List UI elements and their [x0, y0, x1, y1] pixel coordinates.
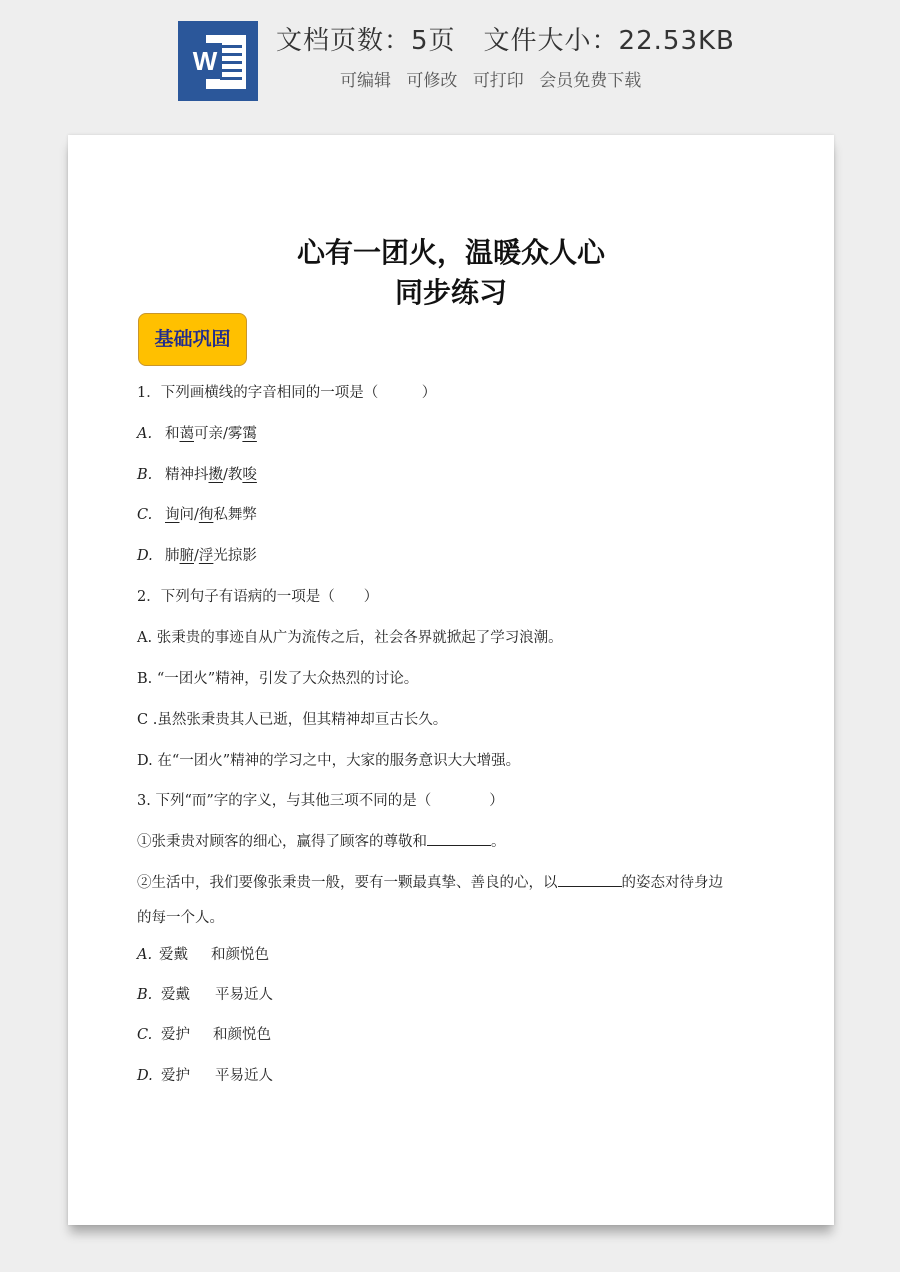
fill-blank [427, 833, 491, 846]
option-text: 可亲/雾 [194, 426, 243, 442]
q3-option-b [137, 983, 273, 1004]
q3-option-c [137, 1023, 271, 1044]
underlined-char: 唆 [242, 467, 257, 483]
feature-member-free: 会员免费下载 [539, 71, 642, 91]
download-header [0, 0, 900, 120]
option-label: A. [137, 947, 153, 963]
option-text: 光掠影 [213, 548, 257, 564]
option-text: 问/ [179, 507, 199, 523]
q2-option-a: A. 张秉贵的事迹自从广为流传之后，社会各界就掀起了学习浪潮。 [137, 630, 563, 646]
option-label: C. [137, 1027, 153, 1043]
feature-list [340, 66, 651, 91]
underlined-char: 徇 [198, 507, 214, 523]
q1-option-a [137, 422, 257, 443]
document-subtitle: 同步练习 [394, 276, 507, 309]
q2-option-c: C .虽然张秉贵其人已逝，但其精神却亘古长久。 [137, 712, 448, 728]
option-label: D. [137, 548, 153, 564]
option-label: B. [137, 467, 153, 483]
option-text: 私舞弊 [213, 507, 257, 523]
option-word: 平易近人 [215, 1068, 273, 1084]
q2-option-d: D. 在“一团火”精神的学习之中，大家的服务意识大大增强。 [137, 753, 521, 769]
option-text: 肺 [165, 548, 180, 564]
q2-option-b: B. “一团火”精神，引发了大众热烈的讨论。 [137, 671, 419, 687]
q1-option-b [137, 463, 257, 484]
option-word: 爱护 [161, 1068, 190, 1084]
document-title: 心有一团火，温暖众人心 [296, 236, 605, 269]
feature-modifiable: 可修改 [406, 71, 458, 91]
option-text: 和 [165, 426, 180, 442]
sentence-text: 。 [491, 834, 506, 850]
option-label: C. [137, 507, 153, 523]
word-w-badge: W [188, 43, 222, 79]
sentence-text: 的姿态对待身边 [621, 875, 723, 891]
q1-option-d [137, 544, 257, 565]
question-3: 3. 下列“而”字的字义，与其他三项不同的是（ ） [137, 793, 504, 809]
q3-option-a [137, 943, 269, 964]
option-text: 精神抖 [165, 467, 209, 483]
word-document-icon [178, 21, 258, 101]
option-word: 爱护 [161, 1027, 190, 1043]
underlined-char: 蔼 [179, 426, 194, 442]
option-label: D. [137, 1068, 153, 1084]
sentence-text: ①张秉贵对顾客的细心，赢得了顾客的尊敬和 [137, 834, 427, 850]
option-word: 爱戴 [161, 987, 190, 1003]
q1-option-c [137, 503, 257, 524]
underlined-char: 浮 [198, 548, 214, 564]
q3-sentence-1 [137, 830, 506, 851]
option-word: 和颜悦色 [211, 947, 269, 963]
file-size: 文件大小：22.53KB [483, 26, 735, 56]
underlined-char: 腑 [179, 548, 194, 564]
option-word: 平易近人 [215, 987, 273, 1003]
q3-sentence-2 [137, 871, 723, 892]
option-text: / [194, 548, 199, 564]
underlined-char: 询 [165, 507, 180, 523]
section-badge: 基础巩固 [138, 313, 247, 366]
question-2: 2．下列句子有语病的一项是（ ） [137, 589, 379, 605]
question-1: 1．下列画横线的字音相同的一项是（ ） [137, 385, 437, 401]
sentence-text: ②生活中，我们要像张秉贵一般，要有一颗最真挚、善良的心，以 [137, 875, 558, 891]
page-count: 文档页数：5页 [276, 26, 456, 56]
fill-blank [558, 874, 622, 887]
feature-printable: 可打印 [472, 71, 524, 91]
underlined-char: 霭 [242, 426, 257, 442]
document-meta [276, 20, 746, 57]
feature-editable: 可编辑 [340, 71, 391, 91]
option-label: B. [137, 987, 153, 1003]
underlined-char: 擞 [208, 467, 223, 483]
option-label: A. [137, 426, 153, 442]
option-text: /教 [223, 467, 243, 483]
q3-sentence-2-continued: 的每一个人。 [137, 910, 224, 926]
document-page [68, 135, 834, 1225]
option-word: 和颜悦色 [213, 1027, 271, 1043]
option-word: 爱戴 [159, 947, 188, 963]
q3-option-d [137, 1064, 273, 1085]
